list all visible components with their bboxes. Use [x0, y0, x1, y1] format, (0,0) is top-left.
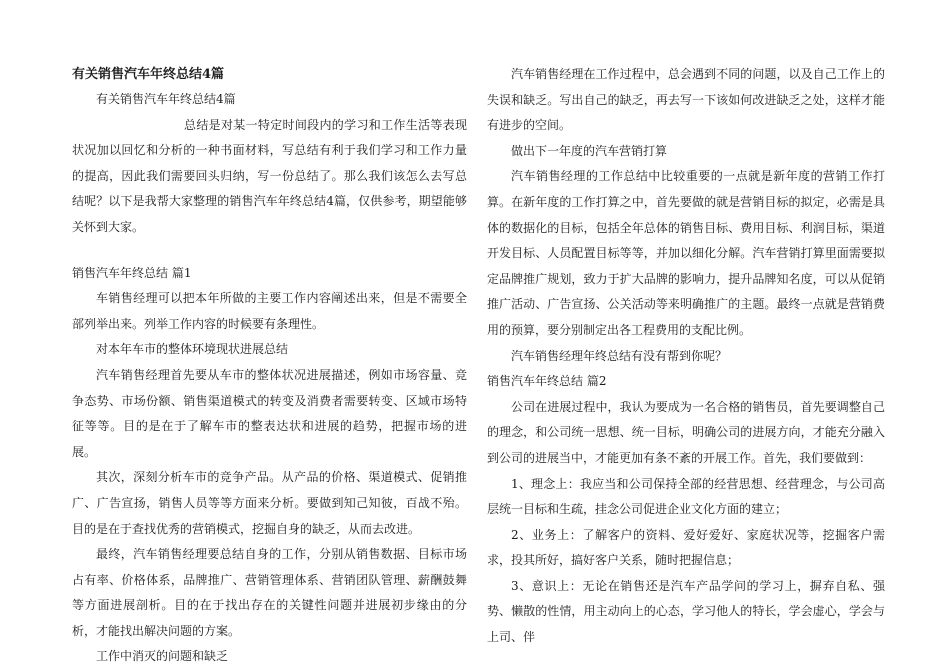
right-column [487, 62, 885, 651]
section-heading-1: 销售汽车年终总结 篇1 [72, 265, 192, 280]
paragraph: 做出下一年度的汽车营销打算 [511, 143, 668, 158]
paragraph: 工作中消灭的问题和缺乏 [96, 649, 229, 664]
list-item: 3、意识上：无论在销售还是汽车产品学问的学习上，摒弃自私、强势、懒散的性情，用主动向上的心态，学习他人的特长，学会虚心，学会与上司、伴 [487, 578, 885, 645]
paragraph: 其次，深刻分析车市的竞争产品。从产品的价格、渠道模式、促销推广、广告宣扬，销售人员等等方面来分析。要做到知己知彼，百战不殆。目的是在于查找优秀的营销模式，挖掘自身的缺乏，从而去改进。 [72, 470, 467, 536]
paragraph: 最终，汽车销售经理要总结自身的工作，分别从销售数据、目标市场占有率、价格体系，品牌推广、营销管理体系、营销团队管理、薪酬鼓舞等方面进展剖析。目的在于找出存在的关键性问题并进展初步缘由的分析，才能找出解决问题的方案。 [72, 547, 467, 638]
paragraph: 对本年车市的整体环境现状进展总结 [96, 342, 289, 357]
list-item: 2、业务上：了解客户的资料、爱好爱好、家庭状况等，挖掘客户需求，投其所好，搞好客户关系，随时把握信息； [487, 527, 885, 568]
paragraph: 公司在进展过程中，我认为要成为一名合格的销售员，首先要调整自己的理念，和公司统一思想、统一目标，明确公司的进展方向，才能充分融入到公司的进展当中，才能更加有条不紊的开展工作。首先，我们要做到： [487, 399, 885, 465]
section-gap [72, 241, 467, 261]
paragraph: 汽车销售经理的工作总结中比较重要的一点就是新年度的营销工作打算。在新年度的工作打算之中，首先要做的就是营销目标的拟定，必需是具体的数据化的目标，包括全年总体的销售目标、费用目标、利润目标，渠道开发目标、人员配置目标等等，并加以细化分解。汽车营销打算里面需要拟定品牌推广规划，致力于扩大品牌的影响力，提升品牌知名度，可以从促销推广活动、广告宣扬、公关活动等来明确推广的主题。最终一点就是营销费用的预算，要分别制定出各工程费用的支配比例。 [487, 169, 885, 337]
paragraph: 车销售经理可以把本年所做的主要工作内容阐述出来，但是不需要全部列举出来。列举工作内容的时候要有条理性。 [72, 291, 467, 331]
document-title: 有关销售汽车年终总结4篇 [72, 67, 225, 82]
paragraph: 汽车销售经理首先要从车市的整体状况进展描述，例如市场容量、竞争态势、市场份额、销售渠道模式的转变及消费者需要转变、区域市场特征等等。目的是在于了解车市的整表达状和进展的趋势，把握市场的进展。 [72, 367, 467, 459]
left-column [72, 62, 467, 670]
paragraph: 汽车销售经理年终总结有没有帮到你呢？ [511, 348, 728, 363]
paragraph: 汽车销售经理在工作过程中，总会遇到不同的问题，以及自己工作上的失误和缺乏。写出自己的缺乏，再去写一下该如何改进缺乏之处，这样才能有进步的空间。 [487, 67, 885, 133]
list-item: 1、理念上：我应当和公司保持全部的经营思想、经营理念，与公司高层统一目标和生疏，挂念公司促进企业文化方面的建立； [487, 476, 885, 517]
section-heading-2: 销售汽车年终总结 篇2 [487, 374, 607, 389]
subtitle-paragraph: 有关销售汽车年终总结4篇 [96, 92, 236, 106]
intro-paragraph: 总结是对某一特定时间段内的学习和工作生活等表现状况加以回忆和分析的一种书面材料，写总结有利于我们学习和工作力量的提高，因此我们需要回头归纳，写一份总结了。那么我们该怎么去写总结呢？以下是我帮大家整理的销售汽车年终总结4篇，仅供参考，期望能够关怀到大家。 [72, 117, 467, 234]
